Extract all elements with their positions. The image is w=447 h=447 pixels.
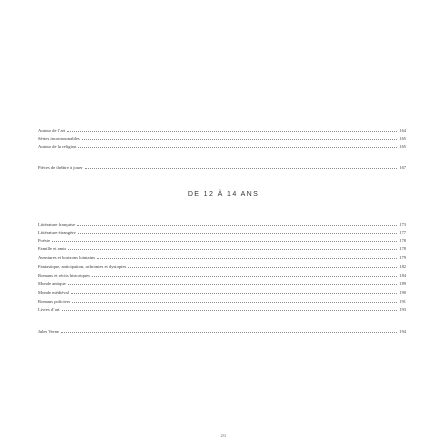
toc-entry: [38, 229, 406, 235]
toc-entry-label: Aventures et horizons lointains: [38, 255, 95, 260]
dot-leader: [68, 245, 397, 250]
dot-leader: [97, 254, 397, 259]
toc-entry: [38, 306, 406, 312]
page-number: 281: [220, 433, 227, 438]
toc-entry-label: Romans et récits historiques: [38, 273, 90, 278]
dot-leader: [72, 298, 397, 303]
toc-entry-page: 194: [399, 329, 406, 334]
toc-entry: [38, 254, 406, 260]
dot-leader: [77, 221, 397, 226]
dot-leader: [61, 328, 397, 333]
dot-leader: [71, 289, 397, 294]
toc-entry-page: 182: [399, 264, 406, 269]
dot-leader: [128, 263, 397, 268]
toc-entry-page: 165: [399, 136, 406, 141]
toc-entry-label: Séries incontournables: [38, 136, 80, 141]
toc-entry-page: 165: [399, 144, 406, 149]
toc-entry-label: Fantastique, anticipation, uchronies et dystopies: [38, 264, 127, 269]
toc-entry-label: Famille et amis: [38, 246, 67, 251]
toc-entry-page: 167: [399, 165, 406, 170]
dot-leader: [85, 164, 398, 169]
dot-leader: [62, 306, 398, 311]
toc-entry-label: Monde médiéval: [38, 290, 69, 295]
dot-leader: [78, 143, 397, 148]
toc-entry-label: Romans policiers: [38, 299, 71, 304]
toc-entry: [38, 298, 406, 304]
toc-entry: [38, 263, 406, 269]
toc-entry-page: 184: [399, 273, 406, 278]
dot-leader: [52, 237, 397, 242]
toc-entry-page: 178: [399, 246, 406, 251]
toc-entry: [38, 164, 406, 170]
toc-entry: [38, 237, 406, 243]
toc-entry-page: 173: [399, 222, 406, 227]
toc-entry-label: Littérature étrangère: [38, 230, 76, 235]
toc-entry-label: Autour de la religion: [38, 144, 77, 149]
toc-entry-page: 179: [399, 255, 406, 260]
toc-entry-label: Littérature française: [38, 222, 76, 227]
toc-entry-label: Pièces de théâtre à jouer: [38, 165, 83, 170]
toc-entry: [38, 245, 406, 251]
dot-leader: [82, 135, 398, 140]
toc-entry: [38, 280, 406, 286]
toc-entry: [38, 289, 406, 295]
toc-entry: [38, 127, 406, 133]
dot-leader: [67, 127, 397, 132]
section-heading: DE 12 À 14 ANS: [187, 191, 260, 198]
toc-entry-page: 189: [399, 281, 406, 286]
dot-leader: [78, 229, 398, 234]
toc-entry-page: 190: [399, 290, 406, 295]
toc-entry: [38, 143, 406, 149]
toc-entry: [38, 272, 406, 278]
toc-entry-label: Autour de l’art: [38, 128, 66, 133]
toc-entry: [38, 328, 406, 334]
toc-entry-page: 177: [399, 230, 406, 235]
toc-entry-label: Monde antique: [38, 281, 66, 286]
dot-leader: [92, 272, 397, 277]
toc-entry: [38, 135, 406, 141]
toc-entry-page: 164: [399, 128, 406, 133]
toc-entry-label: Poésie: [38, 238, 50, 243]
toc-entry: [38, 221, 406, 227]
dot-leader: [68, 280, 398, 285]
toc-entry-label: Jules Verne: [38, 329, 59, 334]
toc-entry-page: 178: [399, 238, 406, 243]
toc-entry-page: 193: [399, 307, 406, 312]
toc-entry-page: 191: [399, 299, 406, 304]
toc-entry-label: Livres d’art: [38, 307, 60, 312]
